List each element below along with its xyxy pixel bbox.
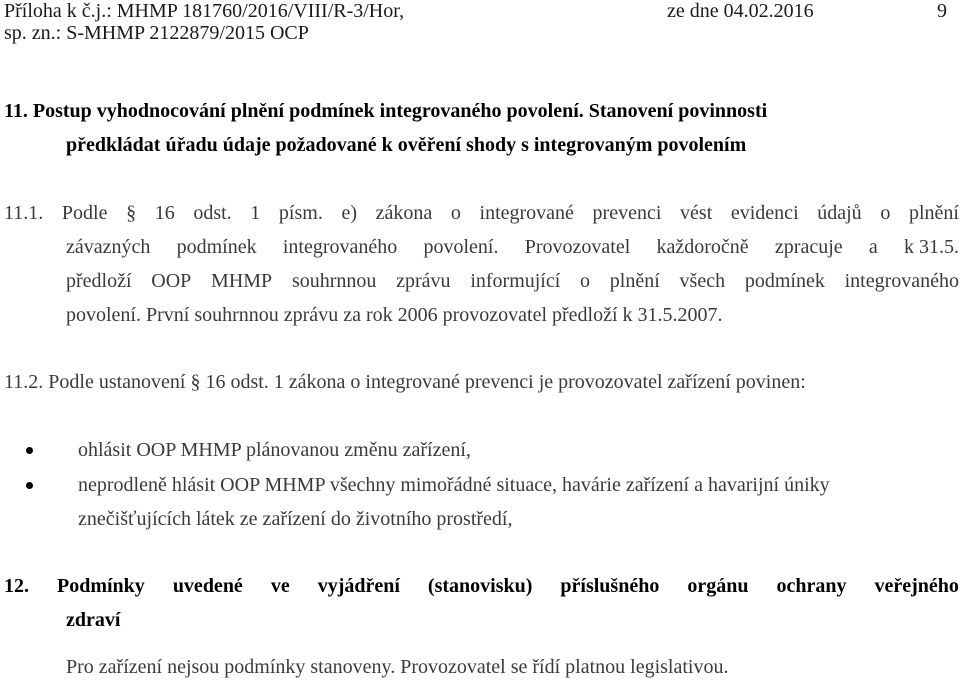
paragraph-11-1-line-4: povolení. První souhrnnou zprávu za rok 2006 provozovatel předloží k 31.5.2007. — [66, 304, 723, 326]
heading-word: veřejného — [874, 575, 959, 597]
page-number: 9 — [937, 0, 947, 22]
paragraph-word: písm. — [278, 202, 323, 224]
paragraph-word: zákona — [375, 202, 433, 224]
bullet-2-text-line-1: neprodleně hlásit OOP MHMP všechny mimořádné situace, havárie zařízení a havarijní úniky — [78, 474, 830, 496]
paragraph-11-1-line-1 — [4, 202, 959, 225]
paragraph-word: 16 — [154, 202, 175, 224]
paragraph-11-2: 11.2. Podle ustanovení § 16 odst. 1 zákona o integrované prevenci je provozovatel zařízení povinen: — [4, 371, 806, 393]
paragraph-word: každoročně — [656, 236, 749, 258]
paragraph-word: o — [880, 202, 891, 224]
paragraph-word: podmínek — [176, 236, 257, 258]
paragraph-word: souhrnnou — [291, 270, 377, 292]
paragraph-word: MHMP — [211, 270, 273, 292]
paragraph-word: o — [450, 202, 461, 224]
paragraph-word: zpracuje — [774, 236, 843, 258]
heading-word: příslušného — [560, 575, 660, 597]
paragraph-word: podmínek — [744, 270, 825, 292]
paragraph-word: OOP — [151, 270, 192, 292]
paragraph-word: integrovaného — [844, 270, 959, 292]
heading-word: orgánu — [687, 575, 749, 597]
bullet-1-text: ohlásit OOP MHMP plánovanou změnu zařízení, — [78, 439, 471, 461]
header-file-number: sp. zn.: S-MHMP 2122879/2015 OCP — [4, 22, 309, 44]
paragraph-word: § — [126, 202, 137, 224]
heading-word: 12. — [4, 575, 29, 597]
paragraph-word: plnění — [609, 270, 660, 292]
header-date: ze dne 04.02.2016 — [667, 0, 814, 22]
paragraph-word: údajů — [817, 202, 862, 224]
paragraph-word: Provozovatel — [524, 236, 631, 258]
heading-word: ochrany — [776, 575, 847, 597]
paragraph-word: integrované — [479, 202, 574, 224]
paragraph-word: plnění — [908, 202, 959, 224]
paragraph-word: evidenci — [730, 202, 799, 224]
paragraph-word: o — [580, 270, 591, 292]
paragraph-word: povolení. — [423, 236, 499, 258]
paragraph-word: a — [868, 236, 878, 258]
paragraph-11-1-line-3 — [66, 270, 959, 293]
paragraph-word: závazných — [66, 236, 151, 258]
paragraph-word: 1 — [250, 202, 261, 224]
section-12-heading-line-1 — [4, 575, 959, 598]
paragraph-word: 11.1. — [4, 202, 44, 224]
paragraph-word: informující — [470, 270, 561, 292]
paragraph-word: Podle — [61, 202, 108, 224]
paragraph-word: prevenci — [592, 202, 662, 224]
paragraph-word: integrovaného — [282, 236, 398, 258]
header-reference: Příloha k č.j.: MHMP 181760/2016/VIII/R-3/Hor, — [4, 0, 405, 22]
section-11-heading-line-1: 11. Postup vyhodnocování plnění podmínek integrovaného povolení. Stanovení povinnosti — [4, 100, 768, 122]
bullet-2-text-line-2: znečišťujících látek ze zařízení do životního prostředí, — [78, 508, 513, 530]
section-12-heading-line-2: zdraví — [66, 609, 121, 631]
bullet-dot — [26, 447, 33, 454]
paragraph-word: zprávu — [396, 270, 451, 292]
heading-word: ve — [270, 575, 290, 597]
paragraph-word: předloží — [66, 270, 132, 292]
paragraph-word: vést — [680, 202, 713, 224]
section-11-heading-line-2: předkládat úřadu údaje požadované k ověření shody s integrovaným povolením — [66, 134, 747, 156]
paragraph-11-1-line-2 — [66, 236, 959, 259]
paragraph-word: k 31.5. — [904, 236, 959, 258]
heading-word: Podmínky — [57, 575, 145, 597]
bullet-dot — [26, 482, 33, 489]
heading-word: vyjádření — [317, 575, 400, 597]
paragraph-word: e) — [341, 202, 357, 224]
paragraph-word: odst. — [193, 202, 232, 224]
paragraph-word: všech — [679, 270, 726, 292]
heading-word: (stanovisku) — [427, 575, 533, 597]
heading-word: uvedené — [172, 575, 243, 597]
section-12-body: Pro zařízení nejsou podmínky stanoveny. Provozovatel se řídí platnou legislativou. — [66, 656, 729, 678]
